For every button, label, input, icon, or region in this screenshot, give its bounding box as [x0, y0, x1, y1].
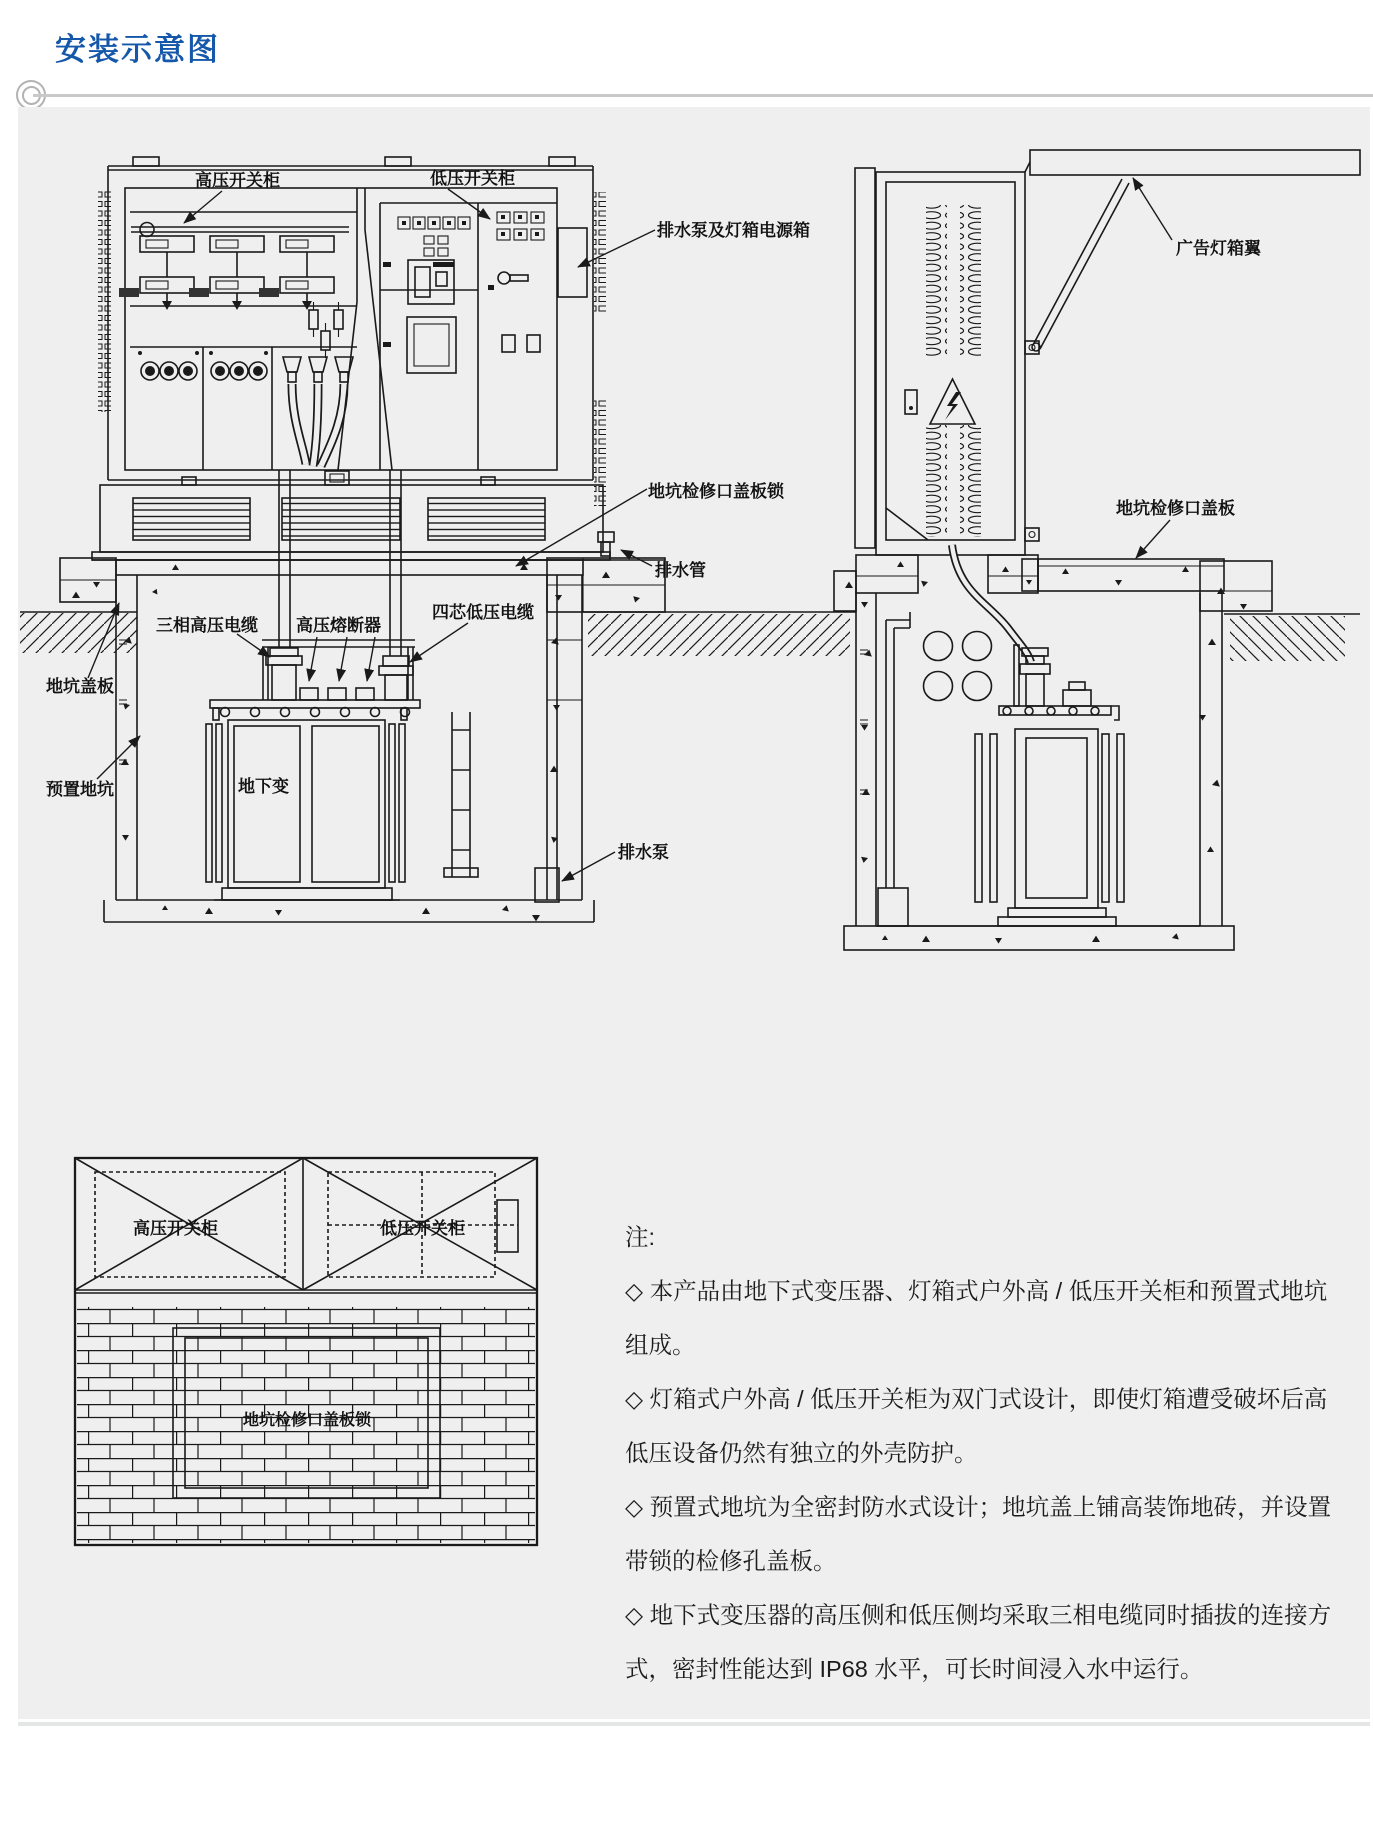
label-preset-pit: 预置地坑 [46, 780, 114, 799]
note-item: ◇ 预置式地坑为全密封防水式设计；地坑盖上铺高装饰地砖，并设置带锁的检修孔盖板。 [625, 1494, 1332, 1574]
notes-heading: 注: [625, 1224, 656, 1250]
page-title: 安装示意图 [55, 32, 220, 67]
label-pump-power-box: 排水泵及灯箱电源箱 [657, 221, 810, 240]
hv-switch-symbols [119, 236, 334, 310]
label-pit-access-cover: 地坑检修口盖板 [1116, 499, 1235, 518]
pit-ladder [444, 712, 478, 877]
side-transformer [975, 645, 1124, 926]
label-hv-fuse: 高压熔断器 [296, 616, 381, 635]
lv-breaker-row [398, 217, 470, 256]
label-topview-cover-lock: 地坑检修口盖板锁 [243, 1412, 372, 1429]
front-view [20, 157, 856, 922]
label-drain-pump: 排水泵 [618, 843, 669, 862]
door-handle [905, 390, 917, 414]
underground-transformer [206, 640, 420, 900]
label-ad-lightbox-wing: 广告灯箱翼 [1176, 239, 1261, 258]
pump-power-compartment [558, 228, 587, 297]
label-lv-cabinet: 低压开关柜 [430, 169, 515, 188]
side-pit [844, 591, 1234, 950]
label-underground-transformer: 地下变 [238, 777, 289, 796]
hv-cable-bushings [283, 357, 353, 466]
label-topview-lv-cabinet: 低压开关柜 [380, 1219, 465, 1238]
note-item: ◇ 本产品由地下式变压器、灯箱式户外高 / 低压开关柜和预置式地坑组成。 [625, 1278, 1328, 1358]
label-topview-hv-cabinet: 高压开关柜 [133, 1219, 218, 1238]
label-three-phase-hv-cable: 三相高压电缆 [156, 616, 258, 635]
cabinet-base [92, 471, 610, 560]
label-hv-cabinet: 高压开关柜 [195, 171, 280, 190]
lv-right-panel [488, 212, 544, 352]
pit-cover-slab [20, 532, 856, 656]
pit-access-cover-plate [1038, 559, 1224, 591]
warning-triangle-icon [930, 379, 975, 424]
label-pit-cover-lock: 地坑检修口盖板锁 [648, 482, 784, 501]
label-drain-pipe: 排水管 [655, 561, 706, 580]
fuse-symbols [309, 302, 343, 358]
side-drain-pipe [878, 612, 910, 926]
note-item: ◇ 灯箱式户外高 / 低压开关柜为双门式设计，即使灯箱遭受破坏后高低压设备仍然有独立的外壳防护。 [625, 1386, 1328, 1466]
label-four-core-lv-cable: 四芯低压电缆 [432, 603, 534, 622]
notes-block [625, 1210, 1337, 1696]
lv-main-breaker [383, 260, 456, 373]
label-pit-cover: 地坑盖板 [46, 677, 114, 696]
drain-pipe-elbow [598, 532, 614, 542]
side-view [834, 150, 1360, 950]
note-item: ◇ 地下式变压器的高压侧和低压侧均采取三相电缆同时插拔的连接方式，密封性能达到 IP68 水平，可长时间浸入水中运行。 [625, 1602, 1332, 1682]
top-view [75, 1158, 537, 1545]
side-foundation [834, 555, 1360, 661]
